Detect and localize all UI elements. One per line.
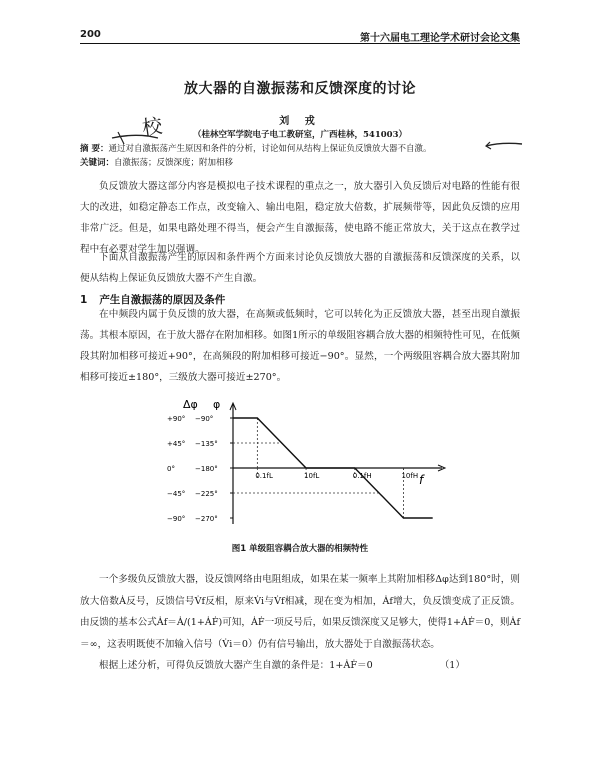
figure-caption: 图1 单级阻容耦合放大器的相频特性 [231,544,369,554]
equation-text: 根据上述分析，可得负反馈放大器产生自激的条件是：1+ȦḞ＝0 [99,660,373,671]
keywords-text: 自激振荡；反馈深度；附加相移 [114,158,234,168]
keywords-label: 关键词： [80,158,115,168]
section-title: 产生自激振荡的原因及条件 [99,294,226,306]
y-axis-label-delta: Δφ [183,400,198,411]
body-paragraph: 负反馈放大器这部分内容是模拟电子技术课程的重点之一，放大器引入负反馈后对电路的性能有很大的改进，如稳定静态工作点，改变输入、输出电阻，稳定放大倍数，扩展频带等，因此负反馈的应用非常广泛。但是，如果电路处理不得当，便会产生自激振荡，使电路不能正常放大，关于这点在教学过程中有必要对学生加以强调。 [80,181,520,255]
keywords [80,156,520,170]
proceedings-title: 第十六届电工理论学术研讨会论文集 [360,33,520,44]
y-tick-label-delta: +45° [167,440,186,448]
x-tick-label: 10fH [401,472,419,480]
y-tick-label-phi: −135° [195,440,218,448]
body-paragraph: 下面从自激振荡产生的原因和条件两个方面来讨论负反馈放大器的自激振荡和反馈深度的关系，以便从结构上保证负反馈放大器不产生自激。 [80,252,520,284]
body-paragraph: 在中频段内属于负反馈的放大器，在高频或低频时，它可以转化为正反馈放大器，甚至出现自激振荡。其根本原因，在于放大器存在附加相移。如图1所示的单级阻容耦合放大器的相频特性可见，在低频段其附加相移可接近+90°，在高频段的附加相移可接近−90°。显然，一个两级阻容耦合放大器其附加相移可接近±180°，三级放大器可接近±270°。 [80,309,520,383]
abstract [80,142,500,156]
body-paragraph: 一个多级负反馈放大器，设反馈网络由电阻组成，如果在某一频率上其附加相移Δφ达到180°时，则放大倍数Ȧ反号，反馈信号V̇f反相，原来V̇i与V̇f相减，现在变为相加，Ȧf增大，负反馈变成了正反馈。由反馈的基本公式Ȧf＝Ȧ/(1+ȦḞ)可知，ȦḞ一项反号后，如果反馈深度又足够大，使得1+ȦḞ＝0，则Ȧf＝∞，这表明既使不加输入信号（V̇i＝0）仍有信号输出，放大器处于自激振荡状态。 [80,574,520,650]
x-axis-label: f [419,473,424,487]
section-number: 1 [80,294,88,306]
abstract-label: 摘 要： [80,144,109,154]
x-tick-label: 10fL [304,472,320,480]
author-affiliation: （桂林空军学院电子电工教研室，广西桂林，541003） [193,130,407,140]
y-tick-label-delta: −45° [167,490,186,498]
y-tick-label-phi: −225° [195,490,218,498]
x-tick-label: 0.1fL [255,472,273,480]
header-rule [80,43,520,44]
page-number: 200 [80,29,101,40]
y-tick-label-delta: 0° [167,465,175,473]
body-paragraph [80,655,520,676]
y-tick-label-phi: −180° [195,465,218,473]
x-tick-label: 0.1fH [352,472,372,480]
equation-number: （1） [439,660,465,671]
y-tick-label-delta: −90° [167,515,186,523]
handwritten-mark-text: 校 [140,113,164,140]
y-tick-label-phi: −270° [195,515,218,523]
paper-title: 放大器的自激振荡和反馈深度的讨论 [184,81,416,97]
y-axis-label-phi: φ [213,400,221,411]
y-tick-label-phi: −90° [195,415,214,423]
phase-frequency-chart [165,400,465,545]
y-tick-label-delta: +90° [167,415,186,423]
author-name: 刘 戎 [279,116,321,127]
abstract-text: 通过对自激振荡产生原因和条件的分析，讨论如何从结构上保证负反馈放大器不自激。 [108,144,432,154]
